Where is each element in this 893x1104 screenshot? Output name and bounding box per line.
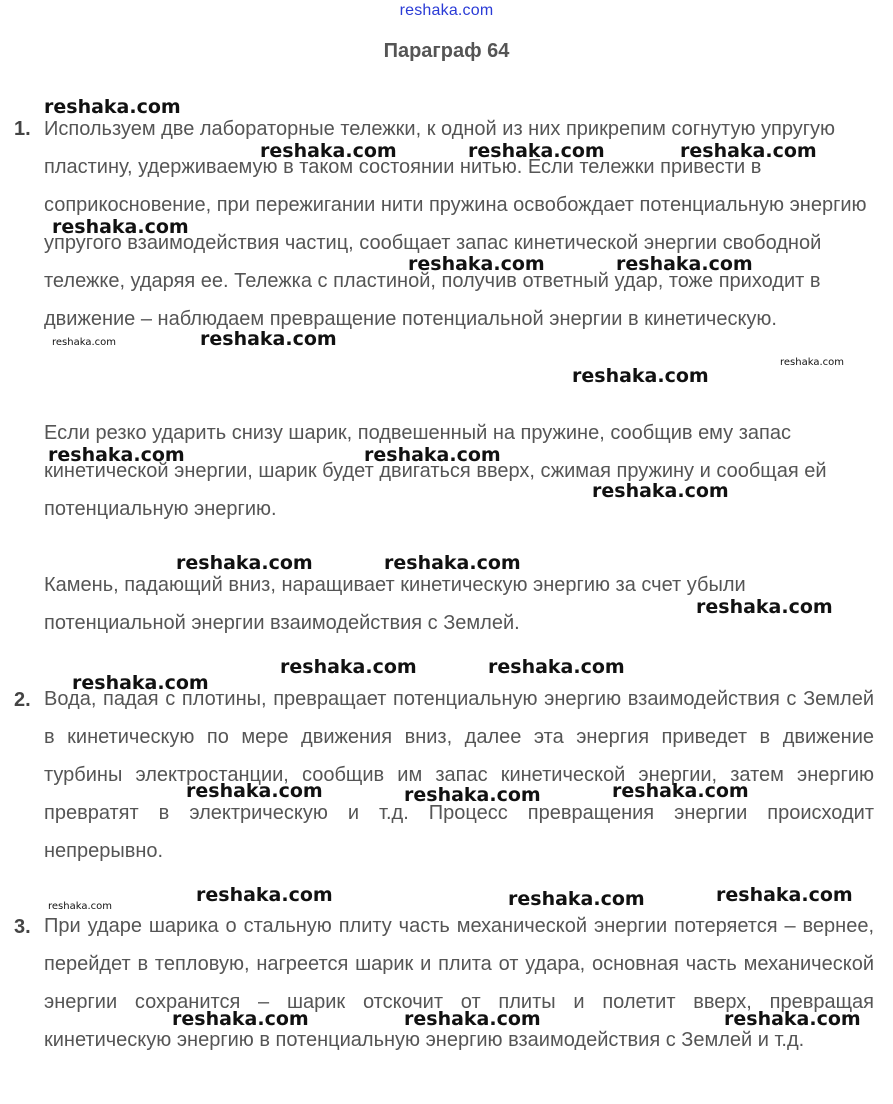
answer-number-3: 3. <box>14 916 31 938</box>
watermark: reshaka.com <box>612 780 749 802</box>
watermark: reshaka.com <box>616 253 753 275</box>
answer-2-paragraph-1: Вода, падая с плотины, превращает потенциальную энергию взаимодействия с Землей в кинетическую по мере движения вниз, далее эта энергия приведет в движение турбины электростанции, сообщив им запас кинетической энергии, затем энергию превратят в электрическую и т.д. Процесс превращения энергии происходит непрерывно. <box>44 688 874 862</box>
answer-number-2: 2. <box>14 689 31 711</box>
answer-1-paragraph-2: Если резко ударить снизу шарик, подвешенный на пружине, сообщив ему запас кинетической энергии, шарик будет двигаться вверх, сжимая пружину и сообщая ей потенциальную энергию. <box>44 422 827 520</box>
watermark: reshaka.com <box>200 328 337 350</box>
site-link[interactable]: reshaka.com <box>399 2 494 19</box>
watermark: reshaka.com <box>680 140 817 162</box>
watermark: reshaka.com <box>48 901 112 912</box>
watermark: reshaka.com <box>176 552 313 574</box>
answer-number-1: 1. <box>14 118 31 140</box>
watermark: reshaka.com <box>196 884 333 906</box>
watermark: reshaka.com <box>696 596 833 618</box>
watermark: reshaka.com <box>52 337 116 348</box>
watermark: reshaka.com <box>468 140 605 162</box>
watermark: reshaka.com <box>780 357 844 368</box>
page-title: Параграф 64 <box>383 40 510 62</box>
watermark: reshaka.com <box>384 552 521 574</box>
answer-1-paragraph-3: Камень, падающий вниз, наращивает кинетическую энергию за счет убыли потенциальной энергии взаимодействия с Землей. <box>44 574 746 634</box>
watermark: reshaka.com <box>364 444 501 466</box>
watermark: reshaka.com <box>260 140 397 162</box>
watermark: reshaka.com <box>172 1008 309 1030</box>
watermark: reshaka.com <box>186 780 323 802</box>
watermark: reshaka.com <box>48 444 185 466</box>
watermark: reshaka.com <box>488 656 625 678</box>
watermark: reshaka.com <box>280 656 417 678</box>
watermark: reshaka.com <box>404 1008 541 1030</box>
watermark: reshaka.com <box>592 480 729 502</box>
answer-1-paragraph-1: Используем две лабораторные тележки, к одной из них прикрепим согнутую упругую пластину, удерживаемую в таком состоянии нитью. Если тележки привести в соприкосновение, при пережигании нити пружина освобождает потенциальную энергию упругого взаимодействия частиц, сообщает запас кинетической энергии свободной тележке, ударяя ее. Тележка с пластиной, получив ответный удар, тоже приходит в движение – наблюдаем превращение потенциальной энергии в кинетическую. <box>44 118 867 330</box>
watermark: reshaka.com <box>52 216 189 238</box>
watermark: reshaka.com <box>572 365 709 387</box>
watermark: reshaka.com <box>404 784 541 806</box>
watermark: reshaka.com <box>724 1008 861 1030</box>
watermark: reshaka.com <box>408 253 545 275</box>
watermark: reshaka.com <box>508 888 645 910</box>
answer-3-paragraph-1: При ударе шарика о стальную плиту часть механической энергии потеряется – вернее, перейдет в тепловую, нагреется шарик и плита от удара, основная часть механической энергии сохранится – шарик отскочит от плиты и полетит вверх, превращая кинетическую энергию в потенциальную энергию взаимодействия с Землей и т.д. <box>44 915 874 1051</box>
watermark: reshaka.com <box>72 672 209 694</box>
watermark: reshaka.com <box>716 884 853 906</box>
watermark: reshaka.com <box>44 96 181 118</box>
